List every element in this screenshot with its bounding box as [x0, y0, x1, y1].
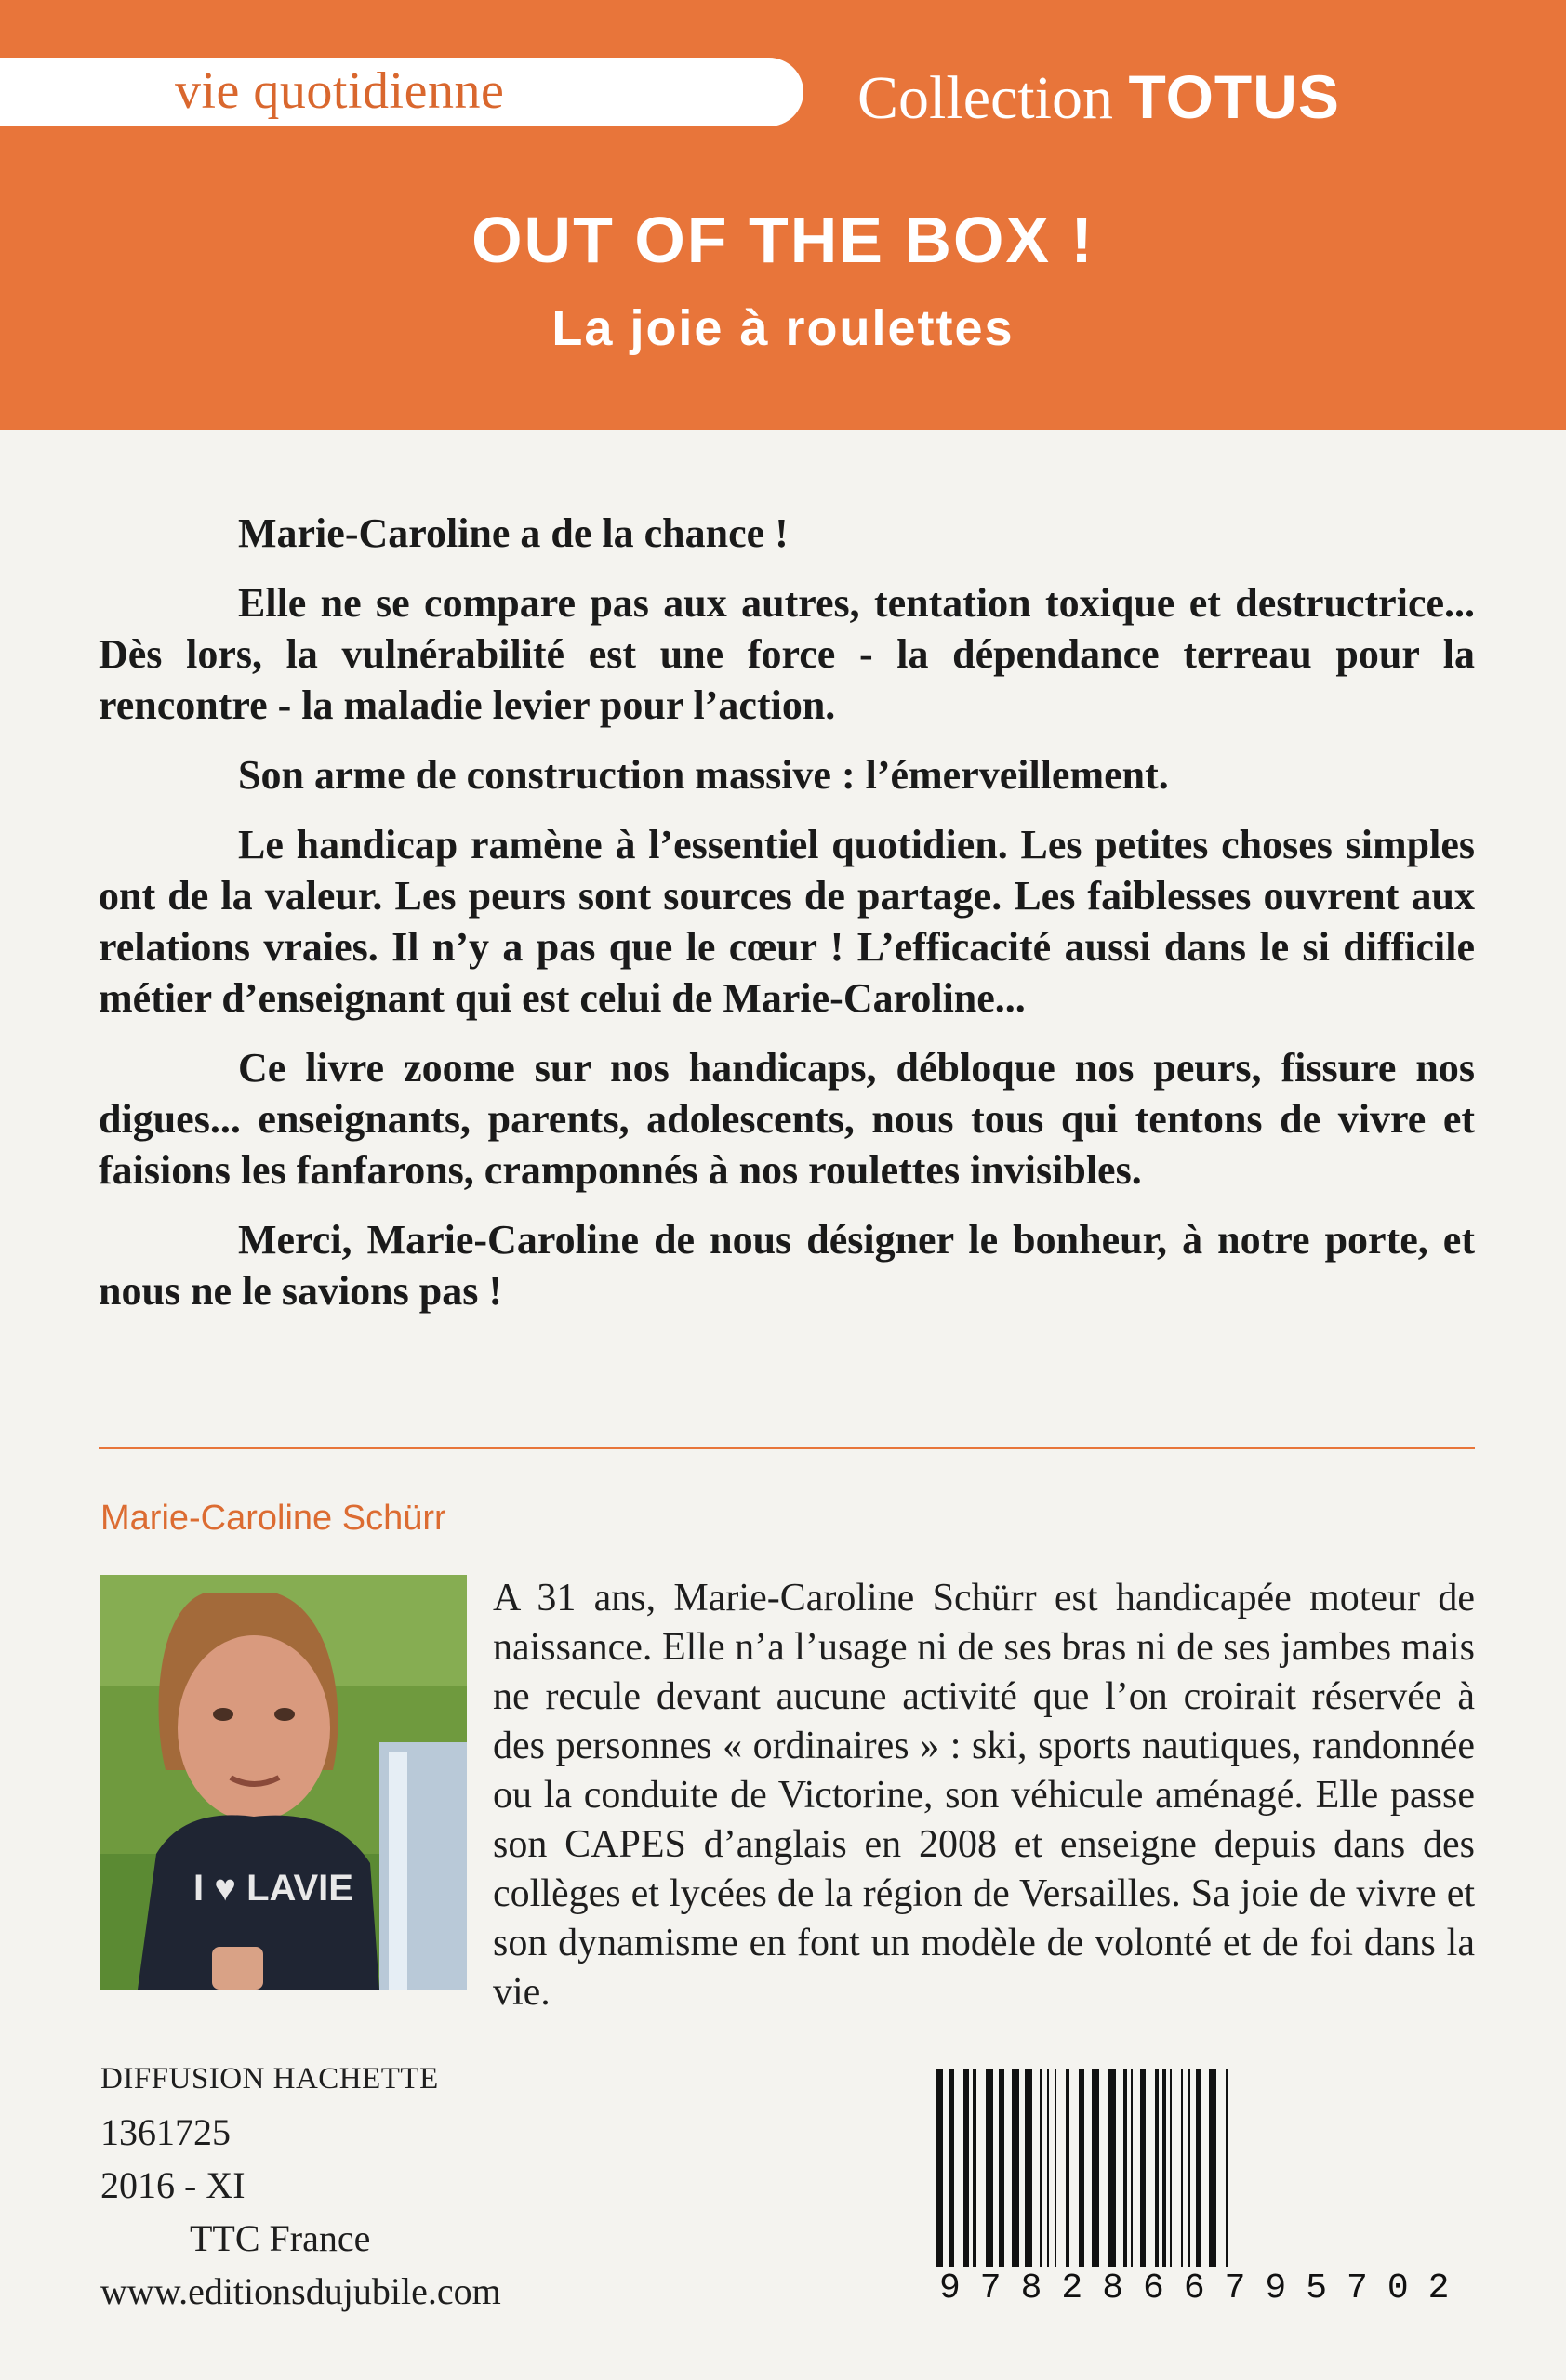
barcode-bar: [999, 2069, 1004, 2267]
category-tag-label: vie quotidienne: [175, 62, 505, 120]
product-code: 1361725: [100, 2111, 231, 2153]
barcode-bar: [1108, 2069, 1116, 2267]
blurb-paragraph: Marie-Caroline a de la chance !: [238, 510, 789, 556]
divider: [99, 1447, 1475, 1449]
price-label: TTC France: [190, 2217, 371, 2259]
author-bio: A 31 ans, Marie-Caroline Schürr est handicapée moteur de naissance. Elle n’a l’usage ni de ses bras ni de ses jambes mais ne recule devant aucune activité que l’on croirait réservée à des personnes « ordinaires » : ski, sports nautiques, randonnée ou la conduite de Victorine, son véhicule aménagé. Elle passe son CAPES d’anglais en 2008 et enseigne depuis dans des collèges et lycées de la région de Versailles. Sa joie de vivre et son dynamisme en font un modèle de volonté et de foi dans la vie.: [493, 1577, 1475, 2014]
barcode-bar: [1226, 2069, 1228, 2267]
barcode-bar: [973, 2069, 976, 2267]
edition-date: 2016 - XI: [100, 2164, 246, 2206]
isbn-number: 9782866795702: [939, 2268, 1469, 2308]
barcode-bar: [1040, 2069, 1042, 2267]
collection-label: [857, 61, 1340, 134]
collection-prefix: Collection: [857, 64, 1113, 132]
barcode-bar: [1155, 2069, 1159, 2267]
barcode-bar: [1162, 2069, 1166, 2267]
barcode-bar: [1047, 2069, 1049, 2267]
header-band: [0, 0, 1566, 430]
author-photo-image: [100, 1575, 467, 1990]
barcode-bar: [1131, 2069, 1133, 2267]
book-title: OUT OF THE BOX !: [471, 204, 1095, 276]
collection-name: TOTUS: [1128, 62, 1340, 131]
author-name: Marie-Caroline Schürr: [100, 1499, 446, 1538]
isbn-barcode: [930, 2069, 1475, 2267]
barcode-bar: [1140, 2069, 1146, 2267]
blurb-paragraph: Merci, Marie-Caroline de nous désigner le bonheur, à notre porte, et nous ne le savions pas !: [99, 1217, 1475, 1314]
blurb-paragraph: Le handicap ramène à l’essentiel quotidien. Les petites choses simples ont de la valeur. Les peurs sont sources de partage. Les faiblesses ouvrent aux relations vraies. Il n’y a pas que le cœur ! L’efficacité aussi dans le si difficile métier d’enseignant qui est celui de Marie-Caroline...: [99, 822, 1475, 1021]
barcode-bar: [1012, 2069, 1019, 2267]
publisher-info: [100, 2053, 501, 2318]
barcode-bar: [1181, 2069, 1183, 2267]
barcode-bar: [1170, 2069, 1172, 2267]
barcode-bar: [1196, 2069, 1201, 2267]
barcode-bar: [949, 2069, 954, 2267]
author-photo: [100, 1575, 467, 1990]
blurb-paragraph: Elle ne se compare pas aux autres, tentation toxique et destructrice... Dès lors, la vulnérabilité est une force - la dépendance terreau pour la rencontre - la maladie levier pour l’action.: [99, 580, 1475, 728]
barcode-bar: [1025, 2069, 1032, 2267]
distribution-label: DIFFUSION HACHETTE: [100, 2062, 439, 2096]
publisher-website[interactable]: www.editionsdujubile.com: [100, 2270, 501, 2312]
barcode-bar: [1188, 2069, 1190, 2267]
blurb: [99, 508, 1475, 1335]
barcode-bar: [1066, 2069, 1069, 2267]
barcode-bar: [1079, 2069, 1084, 2267]
shirt-print: I ♥ LAVIE: [193, 1868, 353, 1909]
barcode-bar: [1209, 2069, 1216, 2267]
barcode-bar: [986, 2069, 993, 2267]
book-subtitle: La joie à roulettes: [551, 300, 1015, 356]
blurb-paragraph: Son arme de construction massive : l’émerveillement.: [238, 752, 1169, 798]
barcode-bar: [936, 2069, 943, 2267]
barcode-bar: [963, 2069, 969, 2267]
blurb-paragraph: Ce livre zoome sur nos handicaps, débloque nos peurs, fissure nos digues... enseignants, parents, adolescents, nous tous qui tentons de vivre et faisions les fanfarons, cramponnés à nos roulettes invisibles.: [99, 1045, 1475, 1193]
barcode-bar: [1123, 2069, 1127, 2267]
barcode-bar: [1055, 2069, 1056, 2267]
barcode-bar: [1092, 2069, 1099, 2267]
